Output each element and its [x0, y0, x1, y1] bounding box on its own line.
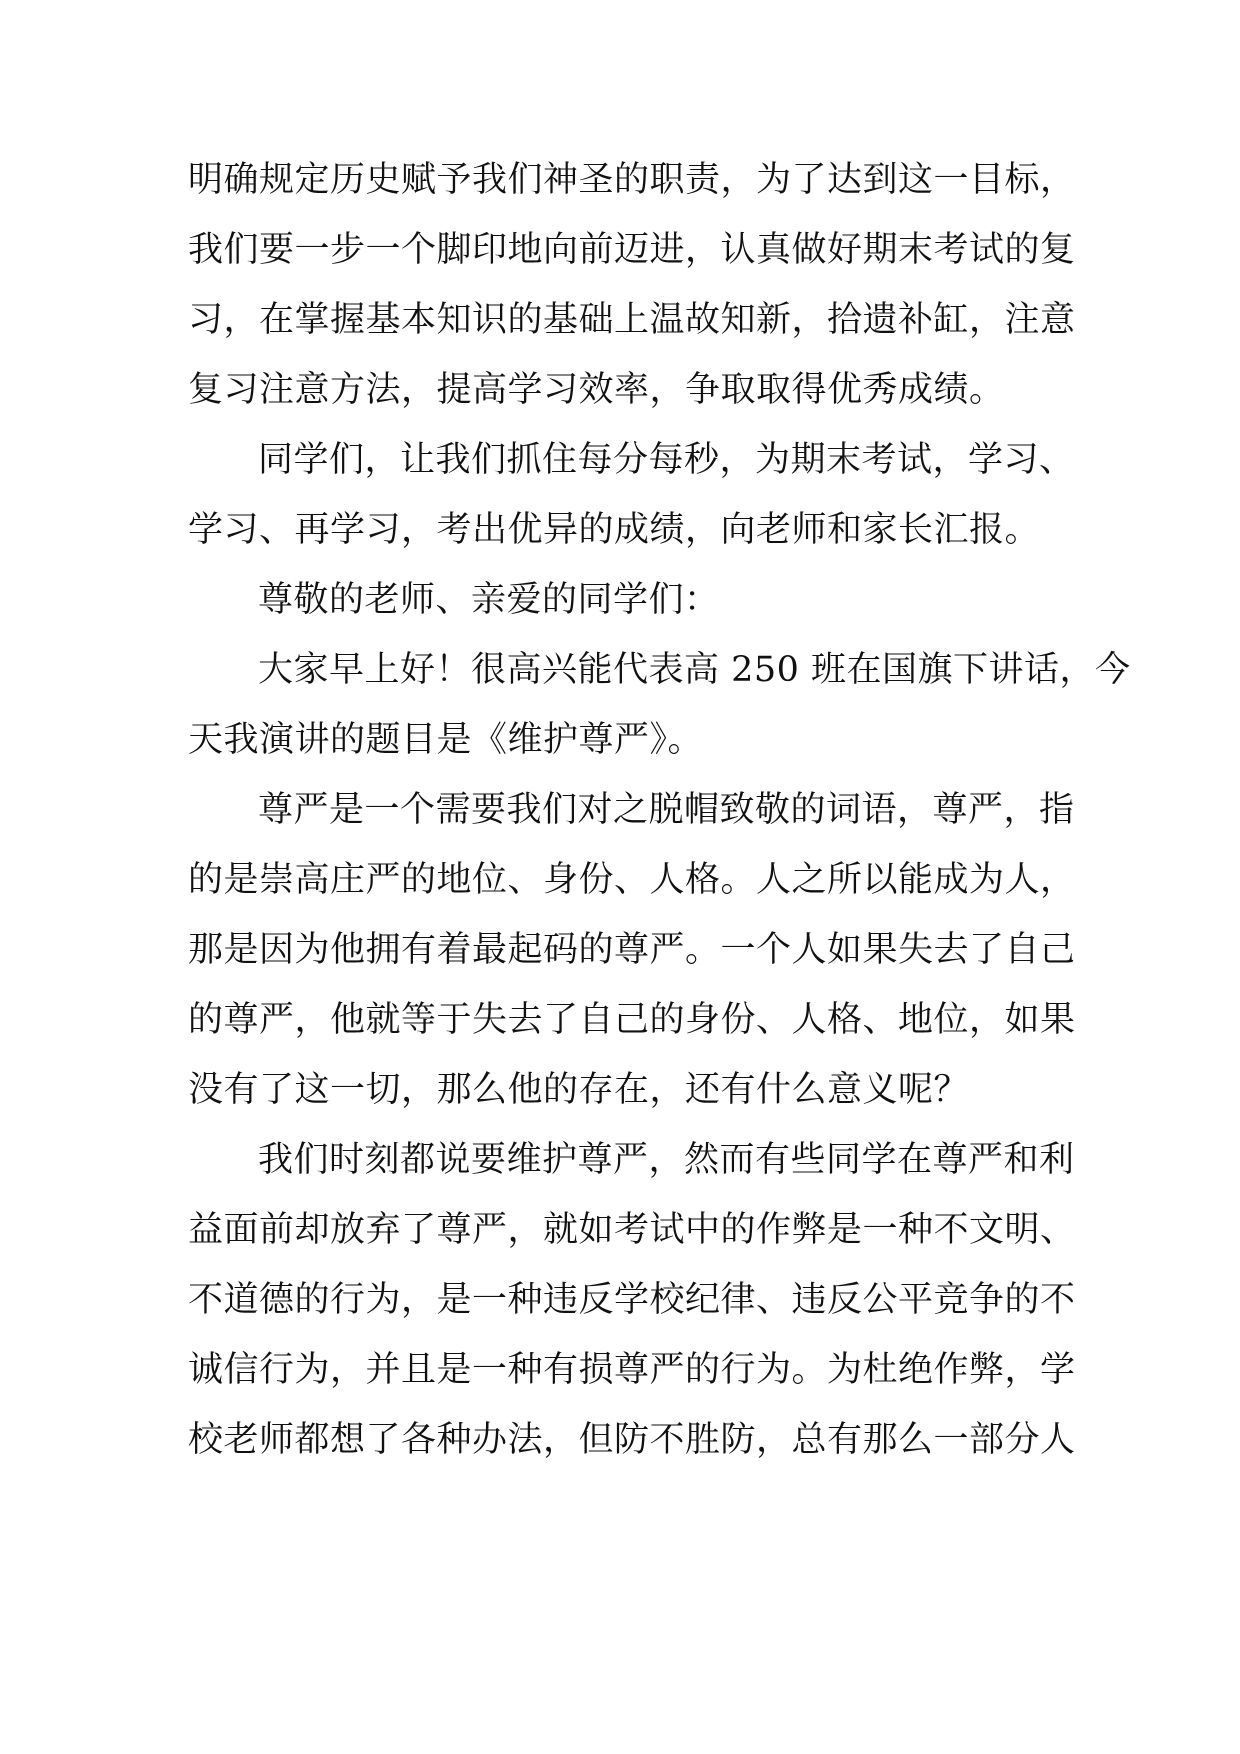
- text-line: 复习注意方法，提高学习效率，争取取得优秀成绩。: [188, 370, 1005, 410]
- paragraph-first-line: 大家早上好！很高兴能代表高 250 班在国旗下讲话，今: [258, 650, 1131, 690]
- text-line: 习，在掌握基本知识的基础上温故知新，拾遗补缸，注意: [188, 300, 1076, 340]
- paragraph-first-line: 同学们，让我们抓住每分每秒，为期末考试，学习、: [258, 440, 1075, 480]
- paragraph-first-line: 我们时刻都说要维护尊严，然而有些同学在尊严和利: [258, 1140, 1075, 1180]
- text-line: 没有了这一切，那么他的存在，还有什么意义呢？: [188, 1070, 970, 1110]
- text-line: 那是因为他拥有着最起码的尊严。一个人如果失去了自己: [188, 930, 1076, 970]
- paragraph-first-line: 尊严是一个需要我们对之脱帽致敬的词语，尊严，指: [258, 790, 1075, 830]
- text-line: 校老师都想了各种办法，但防不胜防，总有那么一部分人: [188, 1420, 1076, 1460]
- text-line: 益面前却放弃了尊严，就如考试中的作弊是一种不文明、: [188, 1210, 1076, 1250]
- text-line: 明确规定历史赋予我们神圣的职责，为了达到这一目标，: [188, 160, 1076, 200]
- text-line: 诚信行为，并且是一种有损尊严的行为。为杜绝作弊，学: [188, 1350, 1076, 1390]
- text-line: 天我演讲的题目是《维护尊严》。: [188, 720, 704, 760]
- text-line: 的尊严，他就等于失去了自己的身份、人格、地位，如果: [188, 1000, 1076, 1040]
- salutation: 尊敬的老师、亲爱的同学们：: [258, 580, 720, 620]
- text-line: 我们要一步一个脚印地向前迈进，认真做好期末考试的复: [188, 230, 1076, 270]
- text-line: 学习、再学习，考出优异的成绩，向老师和家长汇报。: [188, 510, 1041, 550]
- text-line: 的是崇高庄严的地位、身份、人格。人之所以能成为人，: [188, 860, 1076, 900]
- text-line: 不道德的行为，是一种违反学校纪律、违反公平竞争的不: [188, 1280, 1076, 1320]
